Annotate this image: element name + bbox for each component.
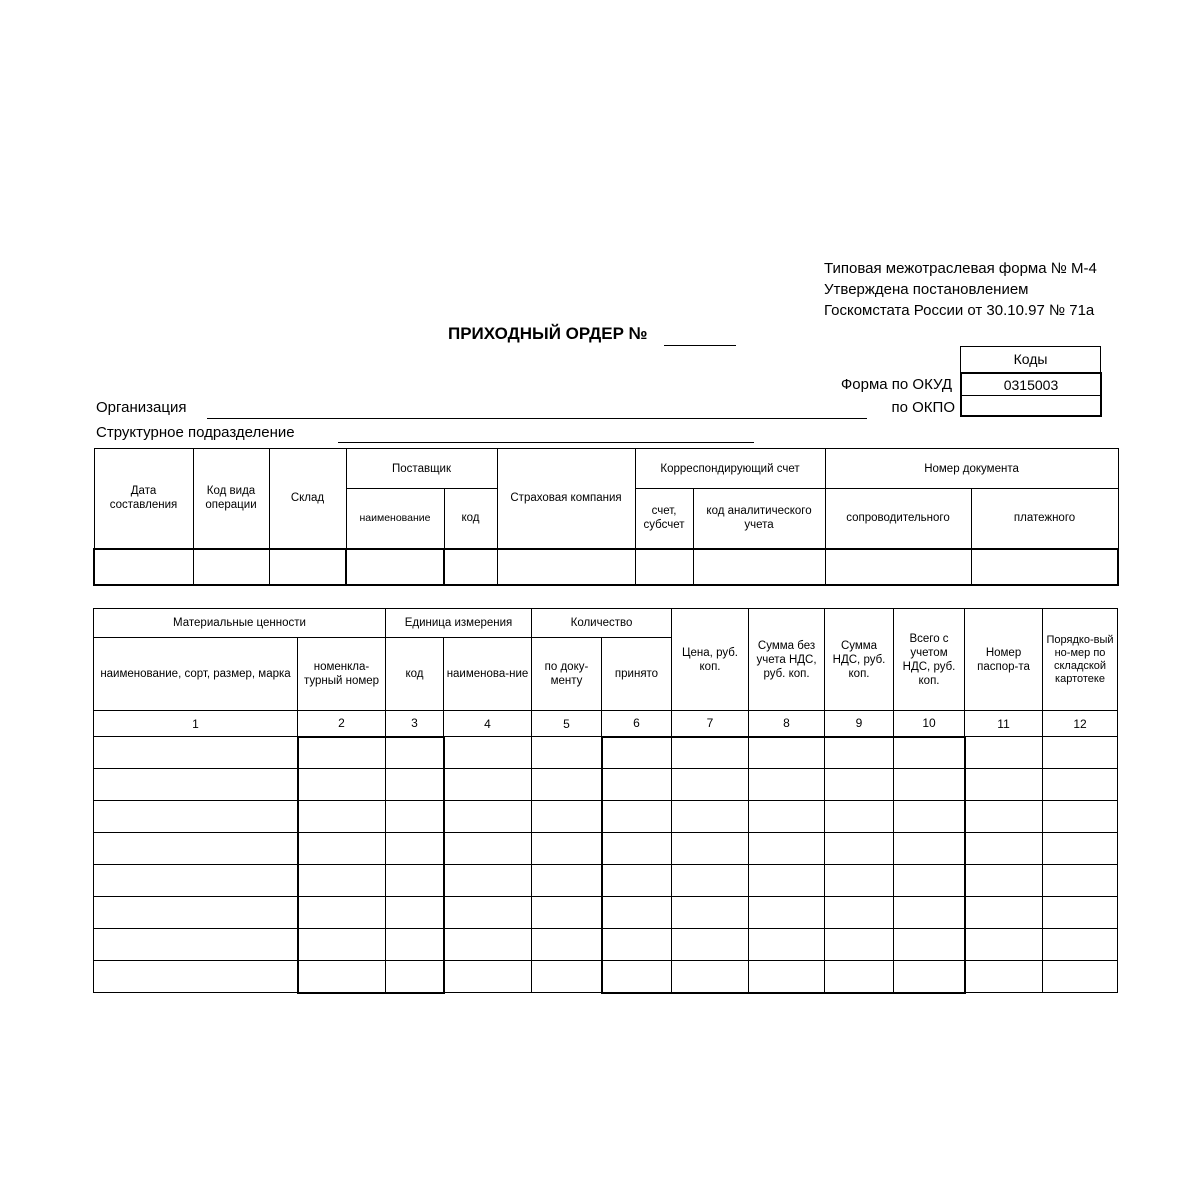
col-number: 11 (965, 711, 1043, 737)
entry-cell[interactable] (825, 897, 894, 929)
entry-cell[interactable] (894, 961, 965, 993)
entry-cell[interactable] (672, 769, 749, 801)
entry-cell[interactable] (602, 801, 672, 833)
entry-cell[interactable] (894, 801, 965, 833)
okpo-code-field[interactable] (960, 395, 1102, 417)
table-row (94, 897, 1118, 929)
doc-number-header: Номер документа (825, 449, 1118, 489)
entry-cell[interactable] (444, 769, 532, 801)
table-row (94, 801, 1118, 833)
entry-cell[interactable] (602, 833, 672, 865)
entry-cell[interactable] (386, 769, 444, 801)
division-field[interactable] (338, 442, 754, 443)
entry-cell[interactable] (298, 833, 386, 865)
form-type-line: Типовая межотраслевая форма № М-4 (824, 260, 1097, 277)
entry-cell[interactable] (672, 801, 749, 833)
doc-payment-header: платежного (971, 489, 1118, 549)
division-label: Структурное подразделение (96, 424, 295, 441)
entry-cell[interactable] (894, 929, 965, 961)
entry-cell[interactable] (532, 737, 602, 769)
op-code-header: Код вида операции (193, 449, 269, 549)
col-number: 8 (749, 711, 825, 737)
entry-cell[interactable] (386, 833, 444, 865)
entry-cell[interactable] (298, 865, 386, 897)
sum-novat-header: Сумма без учета НДС, руб. коп. (749, 609, 825, 711)
vat-header: Сумма НДС, руб. коп. (825, 609, 894, 711)
date-header: Дата составления (94, 449, 193, 549)
entry-cell[interactable] (94, 961, 298, 993)
entry-cell[interactable] (602, 865, 672, 897)
entry-cell[interactable] (1043, 897, 1118, 929)
table-row (94, 769, 1118, 801)
warehouse-cell[interactable] (269, 549, 346, 585)
entry-cell[interactable] (602, 961, 672, 993)
passport-header: Номер паспор-та (965, 609, 1043, 711)
entry-cell[interactable] (444, 801, 532, 833)
entry-cell[interactable] (672, 737, 749, 769)
col-number: 7 (672, 711, 749, 737)
doc-accomp-header: сопроводительного (825, 489, 971, 549)
nomen-header: номенкла-турный номер (298, 638, 386, 711)
entry-cell[interactable] (749, 897, 825, 929)
document-title: ПРИХОДНЫЙ ОРДЕР № (448, 324, 648, 343)
date-cell[interactable] (94, 549, 193, 585)
table-row (94, 865, 1118, 897)
entry-cell[interactable] (94, 833, 298, 865)
card-number-header: Порядко-вый но-мер по складской картотеке (1043, 609, 1118, 711)
doc-accomp-cell[interactable] (825, 549, 971, 585)
entry-cell[interactable] (94, 897, 298, 929)
entry-cell[interactable] (602, 769, 672, 801)
order-number-field[interactable] (664, 345, 736, 346)
entry-cell[interactable] (94, 769, 298, 801)
entry-cell[interactable] (298, 897, 386, 929)
entry-cell[interactable] (965, 929, 1043, 961)
entry-cell[interactable] (825, 961, 894, 993)
entry-cell[interactable] (298, 961, 386, 993)
entry-cell[interactable] (672, 897, 749, 929)
qty-doc-header: по доку-менту (532, 638, 602, 711)
entry-cell[interactable] (444, 833, 532, 865)
entry-cell[interactable] (749, 737, 825, 769)
entry-cell[interactable] (386, 737, 444, 769)
doc-payment-cell[interactable] (971, 549, 1118, 585)
entry-cell[interactable] (298, 801, 386, 833)
entry-cell[interactable] (672, 833, 749, 865)
account-sub-cell[interactable] (635, 549, 693, 585)
entry-cell[interactable] (386, 801, 444, 833)
entry-cell[interactable] (444, 897, 532, 929)
entry-cell[interactable] (749, 961, 825, 993)
entry-cell[interactable] (894, 865, 965, 897)
table-row (94, 737, 1118, 769)
entry-cell[interactable] (1043, 737, 1118, 769)
materials-header: Материальные ценности (94, 609, 386, 638)
qty-acc-header: принято (602, 638, 672, 711)
entry-cell[interactable] (825, 801, 894, 833)
entry-cell[interactable] (825, 833, 894, 865)
codes-header: Коды (960, 346, 1101, 372)
entry-cell[interactable] (444, 865, 532, 897)
entry-cell[interactable] (825, 769, 894, 801)
entry-cell[interactable] (1043, 769, 1118, 801)
entry-cell[interactable] (298, 929, 386, 961)
okpo-label: по ОКПО (891, 399, 955, 416)
organization-field[interactable] (207, 418, 867, 419)
entry-cell[interactable] (894, 769, 965, 801)
order-header-table (93, 448, 1119, 586)
table-row (94, 833, 1118, 865)
form-approval-note (824, 258, 1097, 321)
entry-cell[interactable] (894, 833, 965, 865)
entry-cell[interactable] (965, 865, 1043, 897)
entry-cell[interactable] (298, 737, 386, 769)
supplier-code-cell[interactable] (444, 549, 497, 585)
col-number: 10 (894, 711, 965, 737)
entry-cell[interactable] (444, 737, 532, 769)
corr-account-header: Корреспондирующий счет (635, 449, 825, 489)
entry-cell[interactable] (965, 801, 1043, 833)
entry-cell[interactable] (825, 929, 894, 961)
entry-cell[interactable] (532, 961, 602, 993)
entry-cell[interactable] (672, 961, 749, 993)
entry-cell[interactable] (532, 833, 602, 865)
table-row (94, 549, 1118, 585)
entry-cell[interactable] (94, 801, 298, 833)
entry-cell[interactable] (749, 833, 825, 865)
col-number: 4 (444, 711, 532, 737)
unit-header: Единица измерения (386, 609, 532, 638)
entry-cell[interactable] (1043, 801, 1118, 833)
entry-cell[interactable] (94, 929, 298, 961)
entry-cell[interactable] (965, 833, 1043, 865)
unit-name-header: наименова-ние (444, 638, 532, 711)
op-code-cell[interactable] (193, 549, 269, 585)
entry-cell[interactable] (532, 865, 602, 897)
mat-name-header: наименование, сорт, размер, марка (94, 638, 298, 711)
analytic-code-cell[interactable] (693, 549, 825, 585)
supplier-code-header: код (444, 489, 497, 549)
entry-cell[interactable] (825, 865, 894, 897)
entry-cell[interactable] (532, 929, 602, 961)
col-number: 9 (825, 711, 894, 737)
entry-cell[interactable] (386, 929, 444, 961)
entry-cell[interactable] (894, 737, 965, 769)
entry-cell[interactable] (386, 961, 444, 993)
entry-cell[interactable] (672, 865, 749, 897)
entry-cell[interactable] (749, 801, 825, 833)
entry-cell[interactable] (602, 929, 672, 961)
entry-cell[interactable] (825, 737, 894, 769)
analytic-code-header: код аналитического учета (693, 489, 825, 549)
table-row (94, 929, 1118, 961)
col-number: 1 (94, 711, 298, 737)
price-header: Цена, руб. коп. (672, 609, 749, 711)
supplier-name-cell[interactable] (346, 549, 444, 585)
insurance-cell[interactable] (497, 549, 635, 585)
entry-cell[interactable] (749, 865, 825, 897)
entry-cell[interactable] (94, 865, 298, 897)
okud-code-field[interactable]: 0315003 (960, 372, 1102, 396)
col-number: 12 (1043, 711, 1118, 737)
account-sub-header: счет, субсчет (635, 489, 693, 549)
insurance-header: Страховая компания (497, 449, 635, 549)
entry-cell[interactable] (965, 897, 1043, 929)
col-number: 5 (532, 711, 602, 737)
codes-box (960, 346, 1100, 418)
column-numbers-row (94, 711, 1118, 737)
total-header: Всего с учетом НДС, руб. коп. (894, 609, 965, 711)
entry-cell[interactable] (444, 961, 532, 993)
entry-cell[interactable] (94, 737, 298, 769)
entry-cell[interactable] (965, 737, 1043, 769)
entry-cell[interactable] (965, 769, 1043, 801)
supplier-header: Поставщик (346, 449, 497, 489)
form-decree-line: Госкомстата России от 30.10.97 № 71а (824, 302, 1095, 319)
entry-cell[interactable] (532, 769, 602, 801)
entry-cell[interactable] (672, 929, 749, 961)
entry-cell[interactable] (1043, 865, 1118, 897)
entry-cell[interactable] (532, 801, 602, 833)
table-row (94, 961, 1118, 993)
unit-code-header: код (386, 638, 444, 711)
entry-cell[interactable] (1043, 961, 1118, 993)
quantity-header: Количество (532, 609, 672, 638)
organization-label: Организация (96, 399, 187, 416)
supplier-name-header: наименование (346, 489, 444, 549)
entry-cell[interactable] (532, 897, 602, 929)
col-number: 3 (386, 711, 444, 737)
entry-cell[interactable] (894, 897, 965, 929)
entry-cell[interactable] (749, 929, 825, 961)
entry-cell[interactable] (444, 929, 532, 961)
entry-cell[interactable] (749, 769, 825, 801)
okud-label: Форма по ОКУД (840, 376, 952, 393)
col-number: 2 (298, 711, 386, 737)
entry-cell[interactable] (298, 769, 386, 801)
entry-cell[interactable] (602, 897, 672, 929)
warehouse-header: Склад (269, 449, 346, 549)
entry-cell[interactable] (386, 865, 444, 897)
entry-cell[interactable] (386, 897, 444, 929)
entry-cell[interactable] (1043, 929, 1118, 961)
entry-cell[interactable] (1043, 833, 1118, 865)
entry-cell[interactable] (602, 737, 672, 769)
materials-table (93, 608, 1118, 994)
col-number: 6 (602, 711, 672, 737)
form-approved-line: Утверждена постановлением (824, 281, 1029, 298)
entry-cell[interactable] (965, 961, 1043, 993)
